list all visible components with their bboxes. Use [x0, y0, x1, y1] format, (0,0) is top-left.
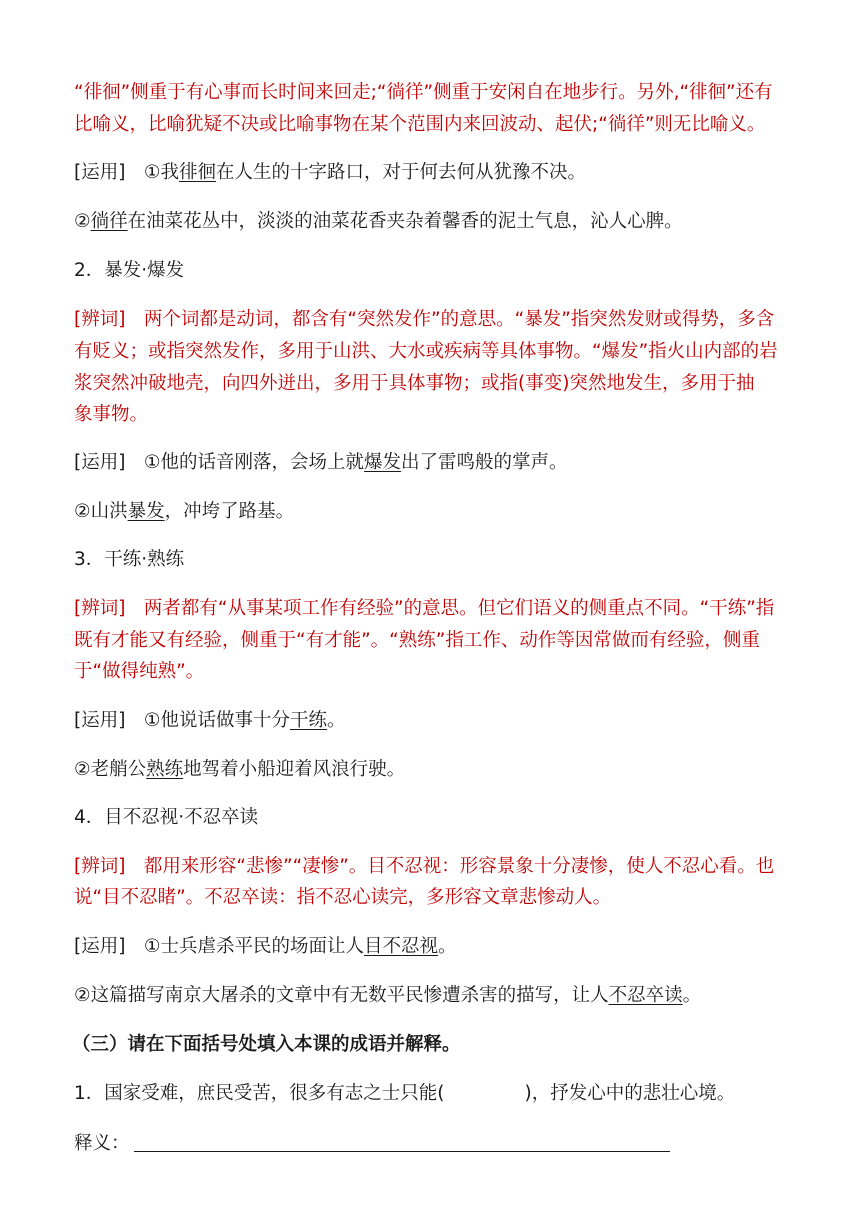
underlined-word: 熟练	[146, 759, 184, 780]
bianci-text: 浆突然冲破地壳，向四外迸出，多用于具体事物；或指(事变)突然地发生，多用于抽	[74, 373, 755, 394]
definition-blank[interactable]	[134, 1133, 670, 1152]
underlined-word: 爆发	[364, 452, 402, 473]
bianci-text: [辨词] 两个词都是动词，都含有“突然发作”的意思。“暴发”指突然发财或得势，多含	[74, 309, 775, 330]
section-heading: （三）请在下面括号处填入本课的成语并解释。	[72, 1034, 461, 1055]
bianci-text: 说“目不忍睹”。不忍卒读：指不忍心读完，多形容文章悲惨动人。	[74, 887, 612, 908]
bianci-text: “徘徊”侧重于有心事而长时间来回走;“徜徉”侧重于安闲自在地步行。另外,“徘徊”还有	[74, 82, 773, 103]
yunyong-example: ②这篇描写南京大屠杀的文章中有无数平民惨遭杀害的描写，让人不忍卒读。	[74, 985, 702, 1006]
bianci-text: 有贬义；或指突然发作，多用于山洪、大水或疾病等具体事物。“爆发”指火山内部的岩	[74, 341, 778, 362]
yunyong-example: [运用] ①我徘徊在人生的十字路口，对于何去何从犹豫不决。	[74, 162, 587, 183]
bianci-text: 比喻义，比喻犹疑不决或比喻事物在某个范围内来回波动、起伏;“徜徉”则无比喻义。	[74, 114, 766, 135]
yunyong-example: ②山洪暴发，冲垮了路基。	[74, 501, 295, 522]
yunyong-example: [运用] ①士兵虐杀平民的场面让人目不忍视。	[74, 936, 457, 957]
definition-label: 释义：	[74, 1133, 130, 1154]
question-item: 1．国家受难，庶民受苦，很多有志之士只能( )，抒发心中的悲壮心境。	[74, 1083, 736, 1104]
underlined-word: 干练	[290, 710, 328, 731]
item-heading: 4．目不忍视·不忍卒读	[74, 807, 259, 828]
underlined-word: 徘徊	[179, 162, 217, 183]
bianci-text: 于“做得纯熟”。	[74, 661, 205, 682]
yunyong-example: [运用] ①他说话做事十分干练。	[74, 710, 346, 731]
bianci-text: 既有才能又有经验，侧重于“有才能”。“熟练”指工作、动作等因常做而有经验，侧重	[74, 630, 760, 651]
yunyong-example: [运用] ①他的话音刚落，会场上就爆发出了雷鸣般的掌声。	[74, 452, 568, 473]
underlined-word: 目不忍视	[364, 936, 439, 957]
underlined-word: 徜徉	[90, 211, 128, 232]
bianci-text: 象事物。	[74, 404, 149, 425]
item-heading: 3．干练·熟练	[74, 549, 185, 570]
definition-line	[74, 1132, 670, 1156]
yunyong-example: ②徜徉在油菜花丛中，淡淡的油菜花香夹杂着馨香的泥土气息，沁人心脾。	[74, 211, 683, 232]
underlined-word: 暴发	[127, 501, 165, 522]
bianci-text: [辨词] 两者都有“从事某项工作有经验”的意思。但它们语义的侧重点不同。“干练”指	[74, 598, 775, 619]
bianci-text: [辨词] 都用来形容“悲惨”“凄惨”。目不忍视：形容景象十分凄惨，使人不忍心看。也	[74, 856, 775, 877]
item-heading: 2．暴发·爆发	[74, 260, 185, 281]
underlined-word: 不忍卒读	[608, 985, 683, 1006]
yunyong-example: ②老艄公熟练地驾着小船迎着风浪行驶。	[74, 759, 406, 780]
